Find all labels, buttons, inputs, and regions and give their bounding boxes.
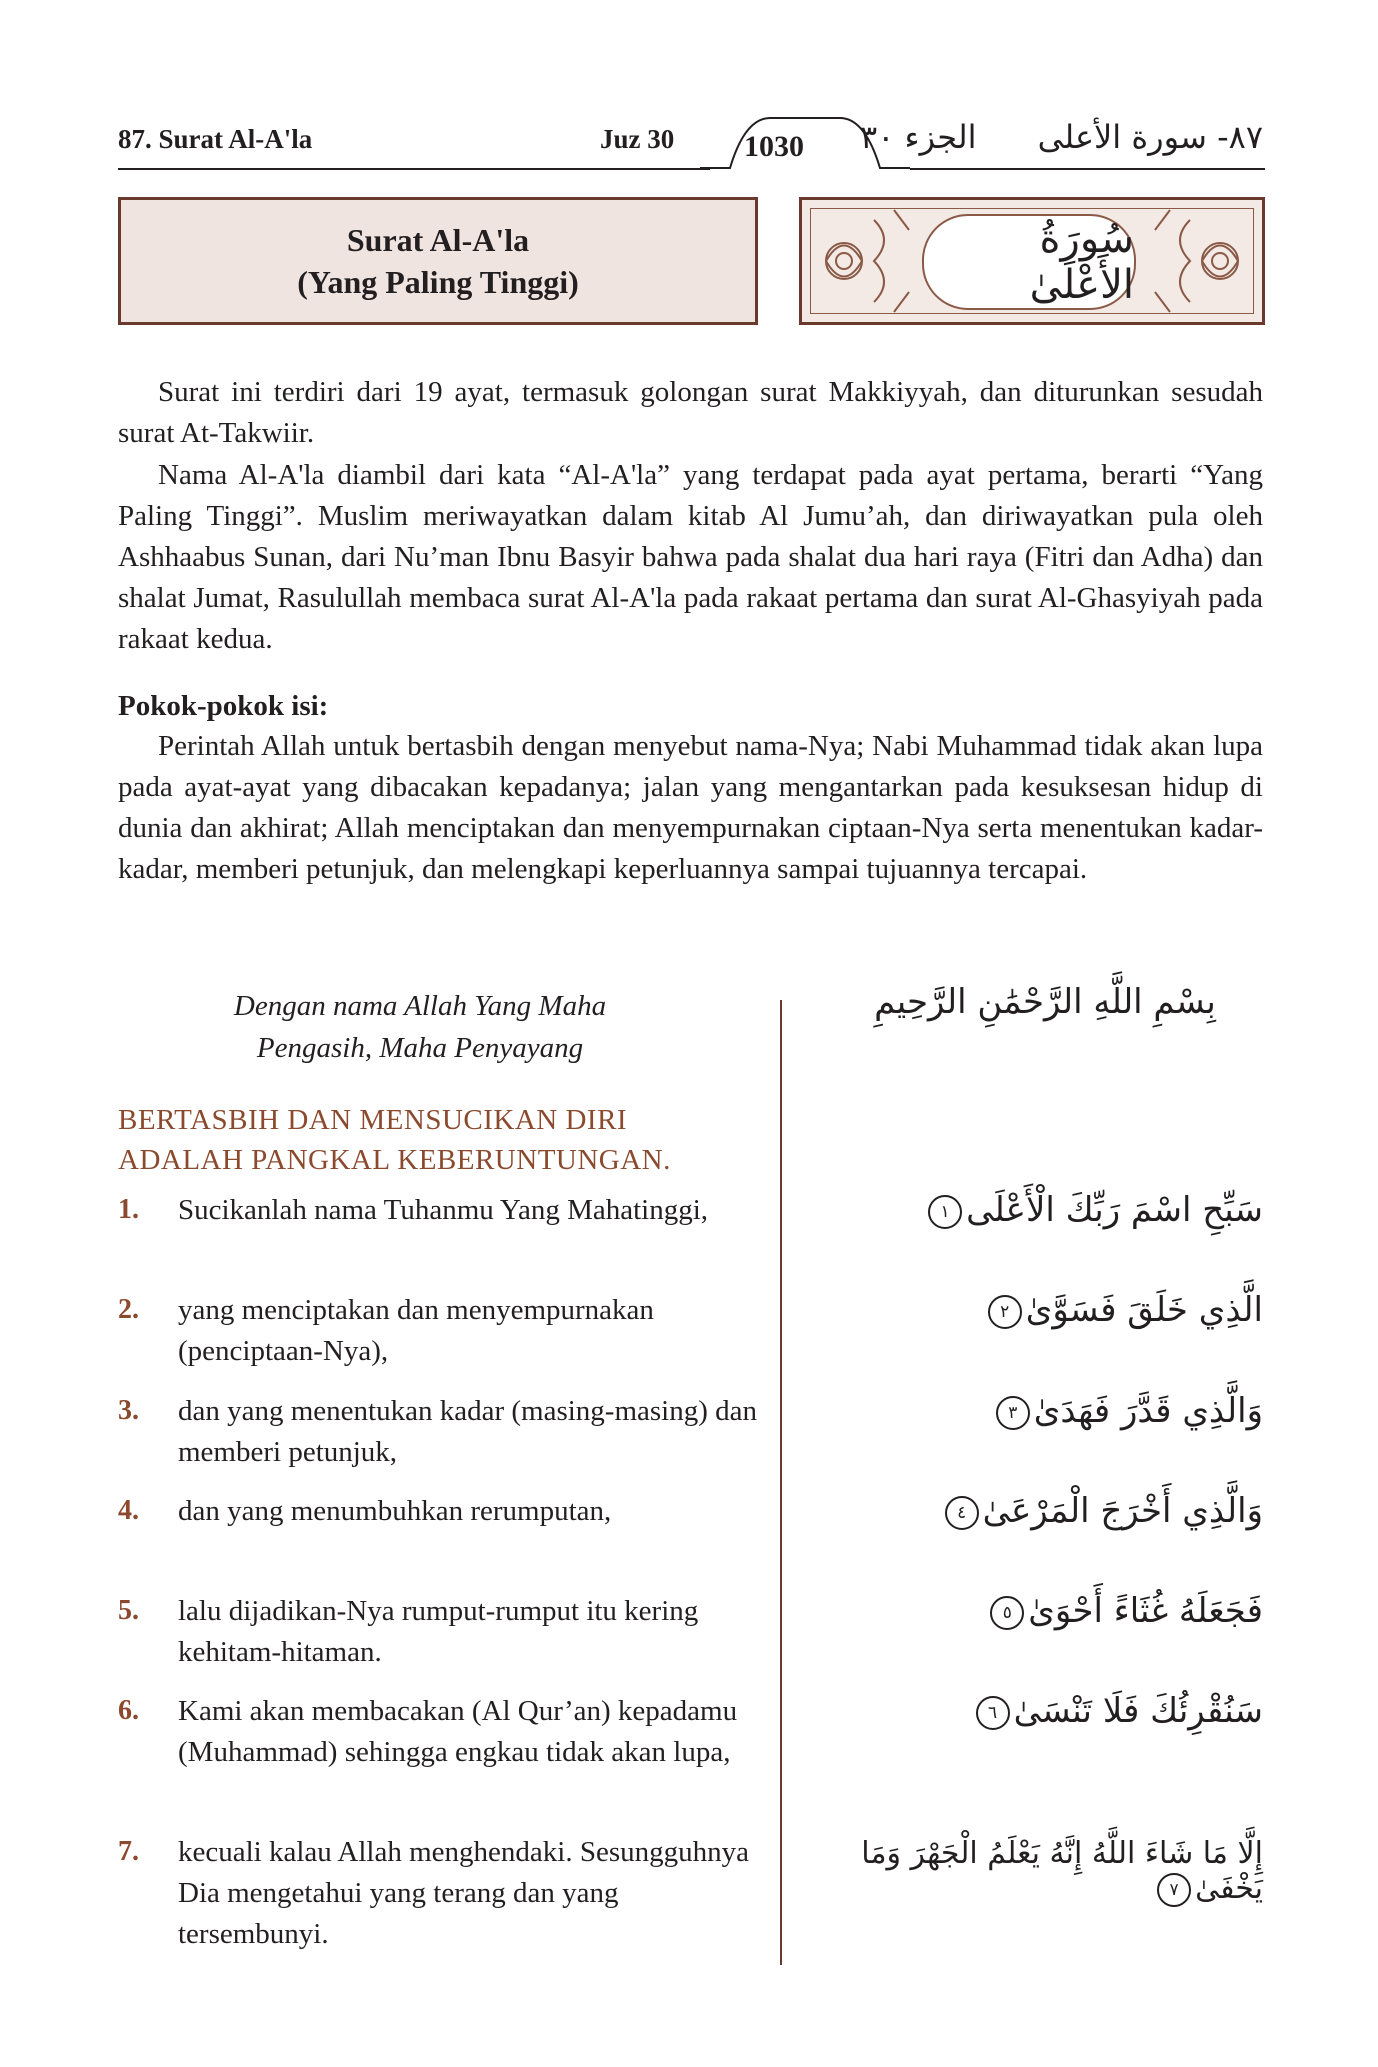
- ayah-end-marker: ٥: [990, 1596, 1024, 1630]
- surah-ornament-box: [799, 197, 1265, 325]
- page-number: 1030: [744, 130, 804, 163]
- verse-arabic: [823, 1391, 1263, 1431]
- verse-arabic-text: الَّذِي خَلَقَ فَسَوَّىٰ: [1025, 1290, 1263, 1330]
- running-header-surah-arabic: ٨٧- سورة الأعلى: [1037, 118, 1263, 156]
- verse-number: 2.: [118, 1294, 139, 1325]
- pokok-text: Perintah Allah untuk bertasbih dengan menyebut nama-Nya; Nabi Muhammad tidak akan lupa pada ayat-ayat yang dibacakan kepadanya; jalan yang mengantarkan pada kesuksesan hidup di dunia dan akhirat; Allah menciptakan dan menyempurnakan ciptaan-Nya serta menentukan kadar-kadar, memberi petunjuk, dan melengkapi keperluannya sampai tujuannya tercapai.: [118, 730, 1263, 885]
- verse-number: 7.: [118, 1836, 139, 1867]
- surah-title-arabic: سُورَةُ الأَعْلَىٰ: [922, 214, 1136, 310]
- running-header-juz: Juz 30: [600, 124, 675, 154]
- verse-translation: Kami akan membacakan (Al Qur’an) kepadamu (Muhammad) sehingga engkau tidak akan lupa,: [178, 1695, 738, 1768]
- basmalah-translation: [150, 985, 690, 1069]
- verse-arabic: [823, 1190, 1263, 1230]
- verse-arabic: [823, 1591, 1263, 1631]
- verse-arabic-text: وَالَّذِي أَخْرَجَ الْمَرْعَىٰ: [982, 1491, 1263, 1531]
- verse-translation: yang menciptakan dan menyempurnakan (penciptaan-Nya),: [178, 1294, 654, 1367]
- verse-translation: dan yang menumbuhkan rerumputan,: [178, 1495, 612, 1527]
- intro-paragraph-1: [118, 372, 1263, 454]
- verse-number: 3.: [118, 1395, 139, 1426]
- column-divider: [780, 1000, 782, 1965]
- ayah-end-marker: ٤: [945, 1496, 979, 1530]
- intro-text-2: Nama Al-A'la diambil dari kata “Al-A'la” yang terdapat pada ayat pertama, berarti “Yang Paling Tinggi”. Muslim meriwayatkan dalam kitab Al Jumu’ah, dan diriwayatkan pula oleh Ashhaabus Sunan, dari Nu’man Ibnu Basyir bahwa pada shalat dua hari raya (Fitri dan Adha) dan shalat Jumat, Rasulullah membaca surat Al-A'la pada rakaat pertama dan surat Al-Ghasyiyah pada rakaat kedua.: [118, 459, 1263, 655]
- verse-translation: dan yang menentukan kadar (masing-masing) dan memberi petunjuk,: [178, 1395, 758, 1468]
- ayah-end-marker: ١: [928, 1195, 962, 1229]
- verse-arabic: [823, 1691, 1263, 1731]
- verse-arabic-text: سَنُقْرِئُكَ فَلَا تَنْسَىٰ: [1013, 1691, 1263, 1731]
- surah-title-meaning: (Yang Paling Tinggi): [297, 264, 579, 300]
- surah-title-box: [118, 197, 758, 325]
- ayah-end-marker: ٣: [996, 1396, 1030, 1430]
- header-rule-left: [118, 168, 710, 170]
- running-header-juz-arabic: الجزء ٣٠: [860, 118, 977, 156]
- verse-number: 5.: [118, 1595, 139, 1626]
- verse-translation: lalu dijadikan-Nya rumput-rumput itu kering kehitam-hitaman.: [178, 1595, 699, 1668]
- verse-arabic-text: إِلَّا مَا شَاءَ اللَّهُ إِنَّهُ يَعْلَمُ الْجَهْرَ وَمَا يَخْفَىٰ: [861, 1836, 1263, 1906]
- ornament-right-pattern: [1150, 200, 1250, 322]
- basmalah-line-1: Dengan nama Allah Yang Maha: [233, 990, 607, 1022]
- basmalah-arabic: بِسْمِ اللَّهِ الرَّحْمَٰنِ الرَّحِيمِ: [874, 982, 1216, 1022]
- ornament-left-pattern: [814, 200, 914, 322]
- verse-arabic-text: وَالَّذِي قَدَّرَ فَهَدَىٰ: [1033, 1391, 1263, 1431]
- verse-number: 1.: [118, 1194, 139, 1225]
- ayah-end-marker: ٦: [976, 1696, 1010, 1730]
- intro-paragraph-2: [118, 455, 1263, 660]
- running-header-surah: 87. Surat Al-A'la: [118, 124, 313, 154]
- verse-arabic-text: سَبِّحِ اسْمَ رَبِّكَ الْأَعْلَى: [966, 1190, 1263, 1230]
- section-heading-line-2: ADALAH PANGKAL KEBERUNTUNGAN.: [118, 1144, 671, 1176]
- verse-arabic: [823, 1491, 1263, 1531]
- ayah-end-marker: ٢: [988, 1295, 1022, 1329]
- ayah-end-marker: ٧: [1157, 1873, 1191, 1907]
- basmalah-line-2: Pengasih, Maha Penyayang: [256, 1032, 584, 1064]
- verse-arabic: [803, 1836, 1263, 1907]
- verse-number: 6.: [118, 1695, 139, 1726]
- verse-translation: kecuali kalau Allah menghendaki. Sesungguhnya Dia mengetahui yang terang dan yang tersembunyi.: [178, 1836, 749, 1950]
- pokok-heading: Pokok-pokok isi:: [118, 690, 329, 722]
- verse-number: 4.: [118, 1495, 139, 1526]
- surah-title: Surat Al-A'la: [346, 222, 530, 258]
- verse-translation: Sucikanlah nama Tuhanmu Yang Mahatinggi,: [178, 1194, 709, 1226]
- verse-arabic: [823, 1290, 1263, 1330]
- section-heading-line-1: BERTASBIH DAN MENSUCIKAN DIRI: [118, 1104, 628, 1136]
- pokok-paragraph: [118, 726, 1263, 890]
- header-rule-right: [910, 168, 1265, 170]
- section-heading: [118, 1100, 671, 1180]
- intro-text-1: Surat ini terdiri dari 19 ayat, termasuk golongan surat Makkiyyah, dan diturunkan sesudah surat At-Takwiir.: [118, 376, 1263, 449]
- verse-arabic-text: فَجَعَلَهُ غُثَاءً أَحْوَىٰ: [1028, 1591, 1263, 1631]
